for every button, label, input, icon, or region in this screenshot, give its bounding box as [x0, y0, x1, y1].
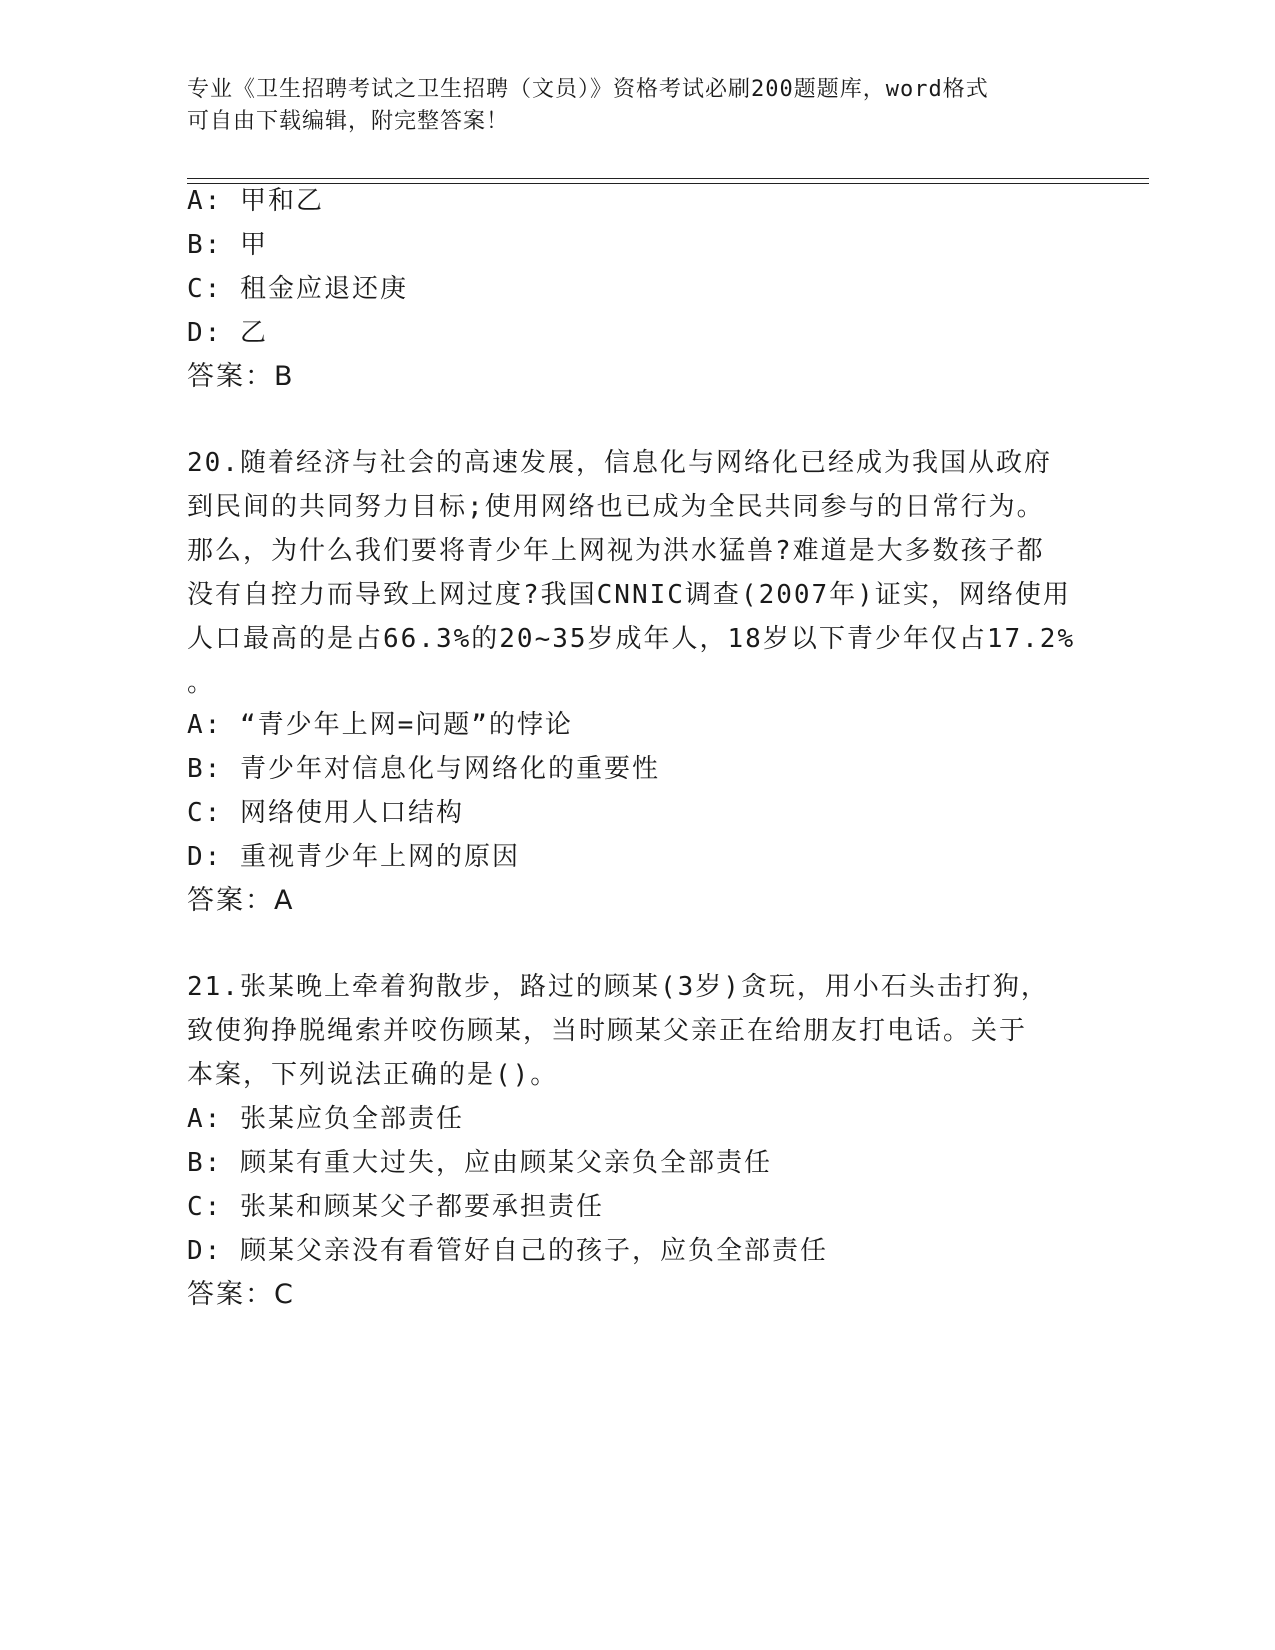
- header-divider-top: [187, 178, 1149, 179]
- q19-option-d: D: 乙: [187, 318, 268, 348]
- q20-stem-line-4: 没有自控力而导致上网过度?我国CNNIC调查(2007年)证实，网络使用: [187, 580, 1071, 610]
- q20-stem-line-1: 20.随着经济与社会的高速发展，信息化与网络化已经成为我国从政府: [187, 448, 1052, 478]
- q19-option-b: B: 甲: [187, 230, 268, 260]
- q20-answer: 答案：A: [187, 885, 295, 916]
- q21-option-a: A: 张某应负全部责任: [187, 1104, 464, 1134]
- q21-option-d: D: 顾某父亲没有看管好自己的孩子，应负全部责任: [187, 1236, 828, 1266]
- q21-option-c: C: 张某和顾某父子都要承担责任: [187, 1192, 604, 1222]
- q20-option-b: B: 青少年对信息化与网络化的重要性: [187, 754, 660, 784]
- q20-stem-line-5: 人口最高的是占66.3%的20~35岁成年人，18岁以下青少年仅占17.2%: [187, 624, 1076, 654]
- q21-answer: 答案：C: [187, 1279, 295, 1310]
- q20-option-d: D: 重视青少年上网的原因: [187, 842, 520, 872]
- q21-stem-line-2: 致使狗挣脱绳索并咬伤顾某，当时顾某父亲正在给朋友打电话。关于: [187, 1016, 1028, 1046]
- document-header: [187, 74, 1087, 138]
- q21-stem-line-3: 本案，下列说法正确的是()。: [187, 1060, 559, 1090]
- q19-option-c: C: 租金应退还庚: [187, 274, 408, 304]
- q21-stem-line-1: 21.张某晚上牵着狗散步，路过的顾某(3岁)贪玩，用小石头击打狗，: [187, 972, 1049, 1002]
- header-line-1: 专业《卫生招聘考试之卫生招聘（文员）》资格考试必刷200题题库，word格式: [187, 77, 989, 102]
- q21-option-b: B: 顾某有重大过失，应由顾某父亲负全部责任: [187, 1148, 772, 1178]
- q20-option-a: A: “青少年上网=问题”的悖论: [187, 710, 573, 740]
- q20-stem-line-2: 到民间的共同努力目标;使用网络也已成为全民共同参与的日常行为。: [187, 492, 1045, 522]
- q20-option-c: C: 网络使用人口结构: [187, 798, 464, 828]
- header-line-2: 可自由下载编辑，附完整答案！: [187, 109, 510, 134]
- q19-option-a: A: 甲和乙: [187, 186, 324, 216]
- q20-stem-line-6: 。: [187, 668, 216, 698]
- q20-stem-line-3: 那么，为什么我们要将青少年上网视为洪水猛兽?难道是大多数孩子都: [187, 536, 1045, 566]
- header-divider-bottom: [187, 183, 1149, 184]
- q19-answer: 答案：B: [187, 361, 295, 392]
